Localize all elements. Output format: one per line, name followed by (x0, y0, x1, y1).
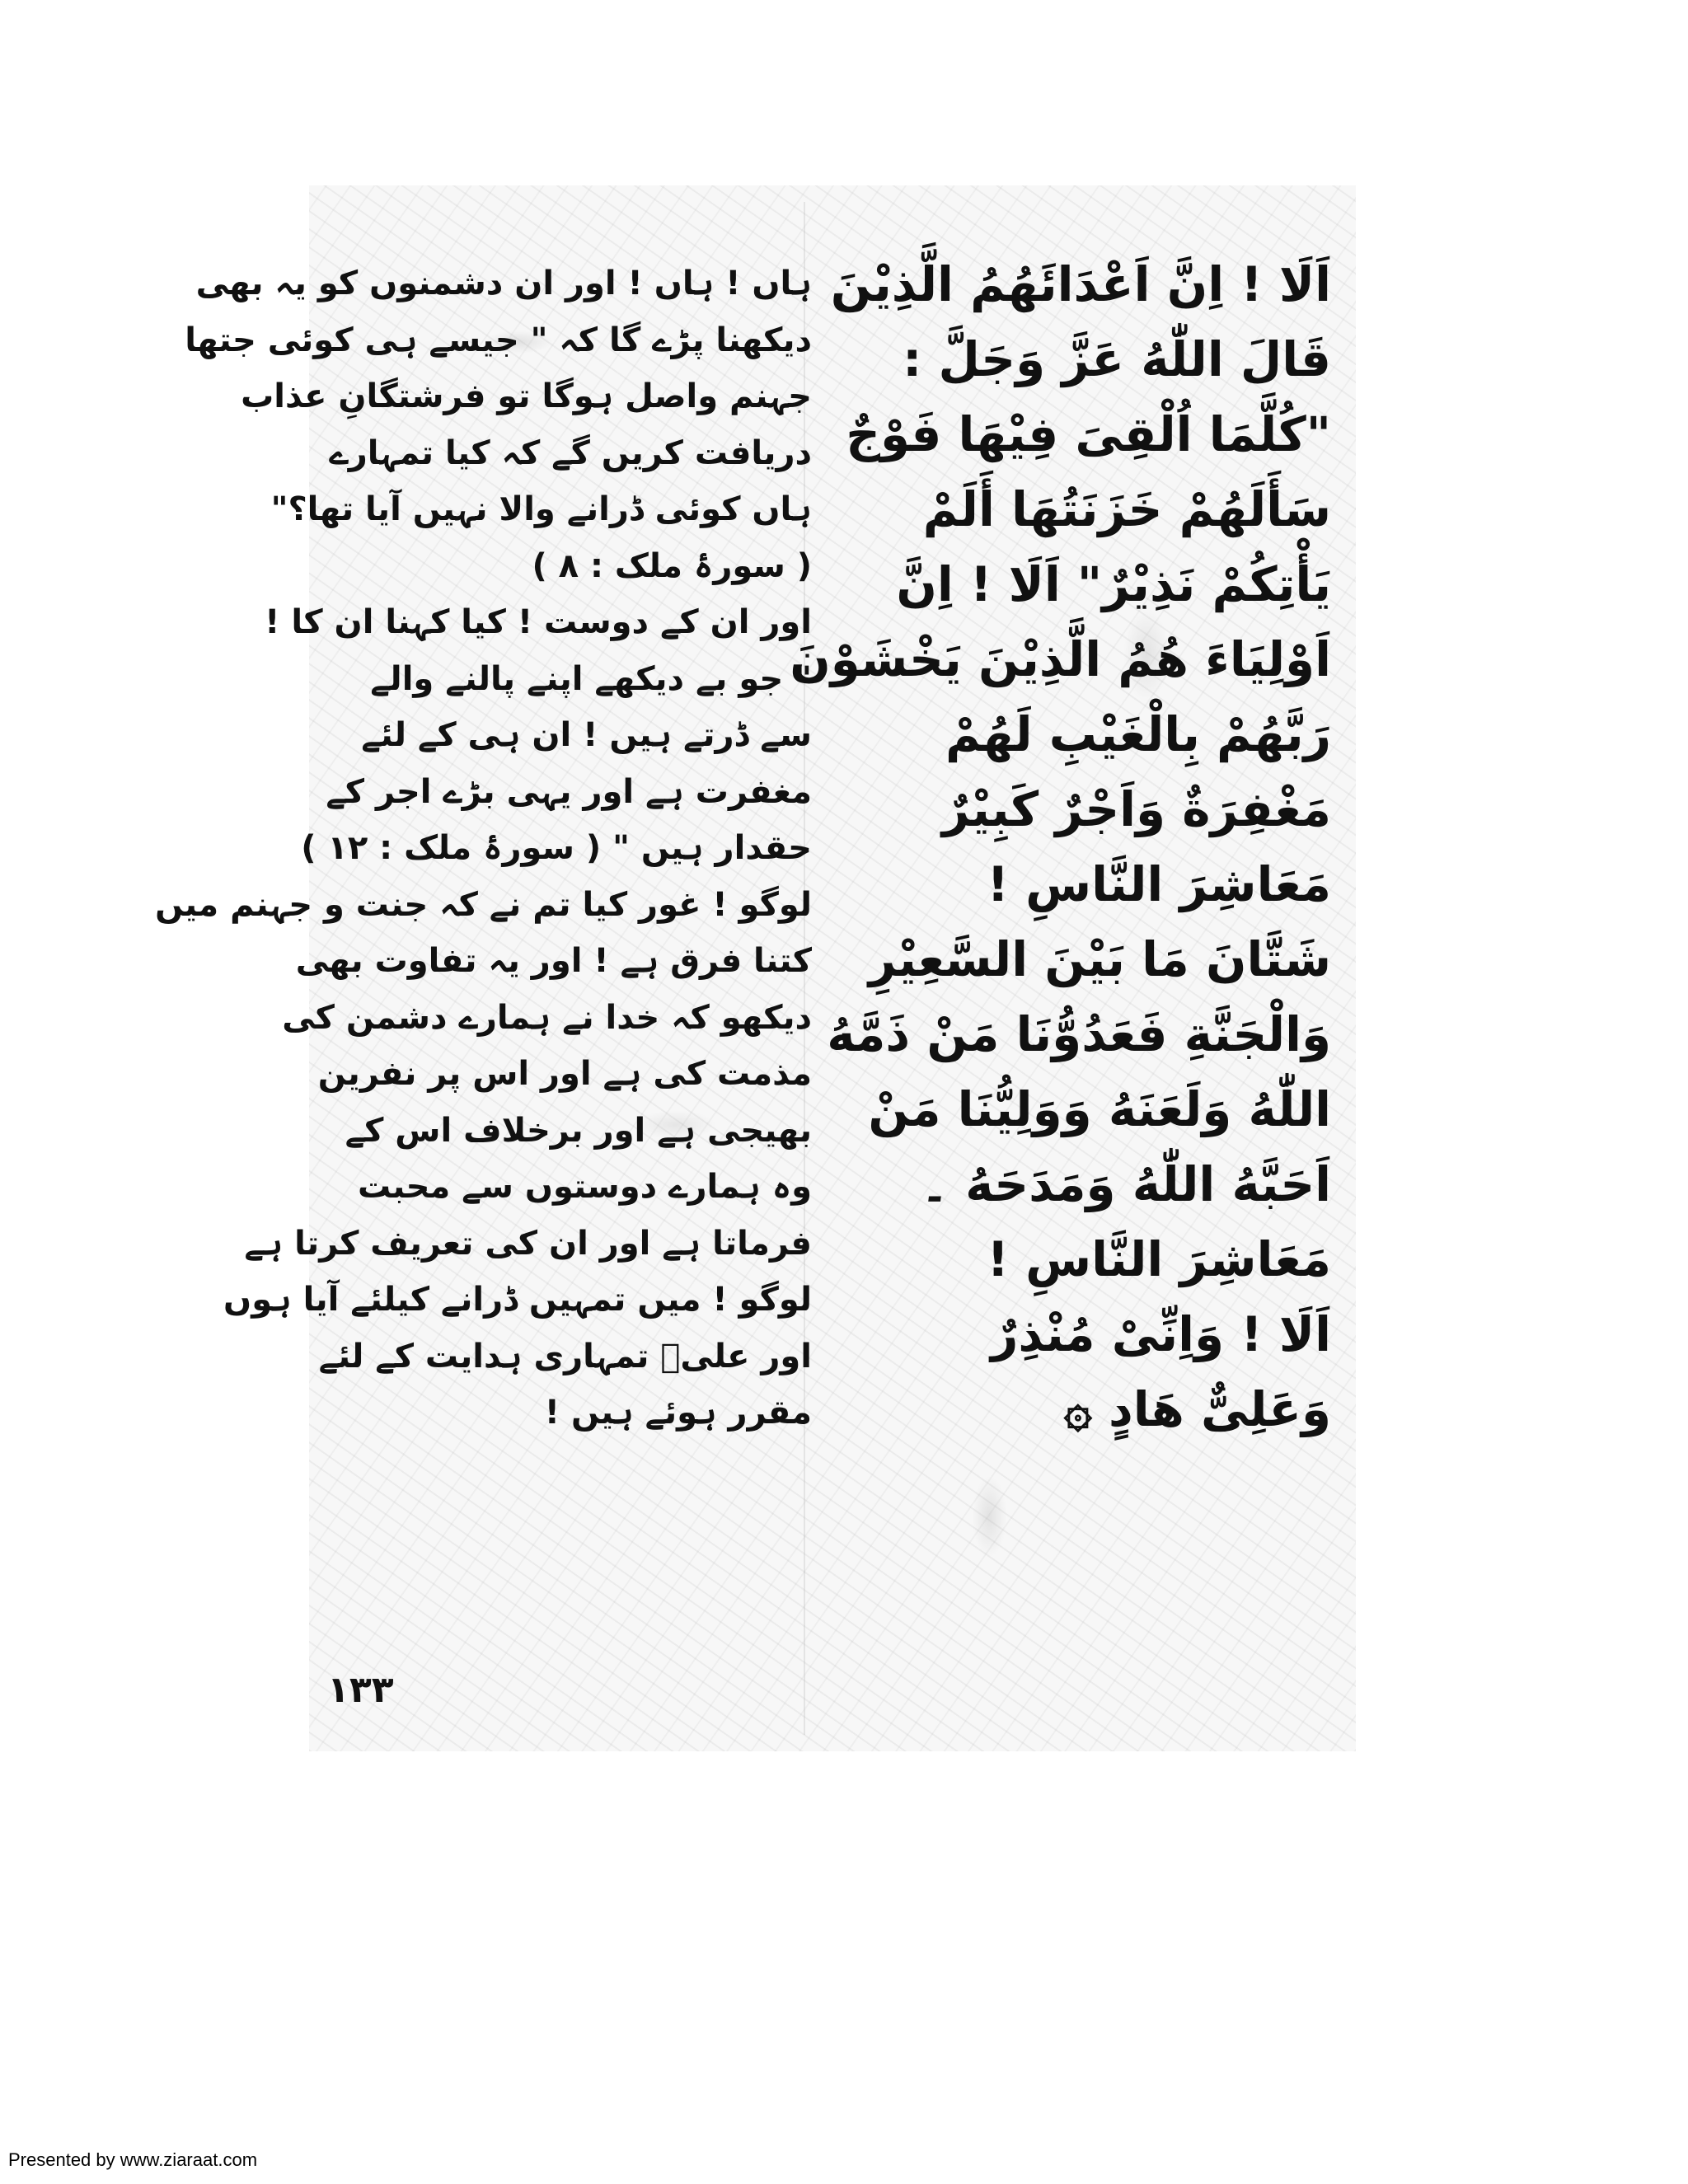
arabic-line: مَغْفِرَةٌ وَاَجْرٌ كَبِیْرٌ (941, 781, 1331, 837)
urdu-line: مغفرت ہے اور یہی بڑے اجر کے (326, 772, 812, 811)
arabic-line: وَعَلِیٌّ هَادٍ ۞ (1063, 1381, 1331, 1437)
urdu-line: سے ڈرتے ہیں ! ان ہی کے لئے (361, 716, 812, 754)
urdu-line: مذمت کی ہے اور اس پر نفرین (317, 1055, 812, 1093)
arabic-line: اَلَا ! اِنَّ اَعْدَائَهُمُ الَّذِیْنَ (830, 256, 1331, 312)
urdu-line: " جو بے دیکھے اپنے پالنے والے (370, 659, 812, 698)
urdu-line: بھیجی ہے اور برخلاف اس کے (345, 1111, 812, 1150)
arabic-line: اللّٰهُ وَلَعَنَهُ وَوَلِیُّنَا مَنْ (868, 1081, 1331, 1137)
arabic-line: سَأَلَهُمْ خَزَنَتُهَا أَلَمْ (922, 481, 1331, 537)
scanned-book-page (155, 185, 1356, 1751)
urdu-line: لوگو ! غور کیا تم نے کہ جنت و جہنم میں (155, 885, 812, 924)
arabic-line: اَلَا ! وَاِنِّیْ مُنْذِرٌ (991, 1306, 1331, 1362)
arabic-line: مَعَاشِرَ النَّاسِ ! (987, 1231, 1331, 1287)
urdu-line: ہاں ! ہاں ! اور ان دشمنوں کو یہ بھی (195, 265, 812, 302)
urdu-line: مقرر ہوئے ہیں ! (544, 1394, 812, 1432)
arabic-line: شَتَّانَ مَا بَیْنَ السَّعِیْرِ (868, 931, 1331, 987)
arabic-line: "كُلَّمَا اُلْقِیَ فِیْهَا فَوْجٌ (846, 406, 1331, 462)
urdu-line: جہنم واصل ہوگا تو فرشتگانِ عذاب (241, 377, 812, 415)
arabic-line: قَالَ اللّٰهُ عَزَّ وَجَلَّ : (903, 331, 1331, 387)
arabic-line: مَعَاشِرَ النَّاسِ ! (987, 856, 1331, 912)
urdu-line: دریافت کریں گے کہ کیا تمہارے (329, 434, 812, 472)
page-number: ۱۳۳ (327, 1669, 394, 1711)
urdu-line: دیکھو کہ خدا نے ہمارے دشمن کی (282, 998, 812, 1037)
urdu-line: لوگو ! میں تمہیں ڈرانے کیلئے آیا ہوں (223, 1281, 812, 1319)
urdu-line: اور علیؑ تمہاری ہدایت کے لئے (318, 1337, 812, 1376)
urdu-line: فرماتا ہے اور ان کی تعریف کرتا ہے (244, 1224, 812, 1263)
urdu-line: حقدار ہیں " ( سورۂ ملک : ۱۲ ) (301, 829, 812, 867)
arabic-line: اَوْلِیَاءَ هُمُ الَّذِیْنَ یَخْشَوْنَ (790, 631, 1331, 687)
arabic-line: یَأْتِكُمْ نَذِیْرٌ" اَلَا ! اِنَّ (896, 556, 1331, 612)
footer-credit: Presented by www.ziaraat.com (8, 2149, 258, 2170)
arabic-line: وَالْجَنَّةِ فَعَدُوُّنَا مَنْ ذَمَّهُ (827, 1006, 1331, 1062)
urdu-line: دیکھنا پڑے گا کہ " جیسے ہی کوئی جتھا (185, 321, 812, 359)
urdu-line: ہاں کوئی ڈرانے والا نہیں آیا تھا؟" (270, 490, 812, 528)
urdu-line: اور ان کے دوست ! کیا کہنا ان کا ! (265, 603, 812, 641)
urdu-line: کتنا فرق ہے ! اور یہ تفاوت بھی (295, 942, 812, 980)
urdu-line: وہ ہمارے دوستوں سے محبت (357, 1168, 812, 1206)
arabic-line: رَبَّهُمْ بِالْغَیْبِ لَهُمْ (945, 706, 1331, 762)
urdu-translation-column (155, 255, 812, 1441)
arabic-line: اَحَبَّهُ اللّٰهُ وَمَدَحَهُ ۔ (920, 1156, 1331, 1212)
urdu-line: ( سورۂ ملک : ۸ ) (532, 546, 812, 585)
arabic-text-column (790, 247, 1331, 1447)
